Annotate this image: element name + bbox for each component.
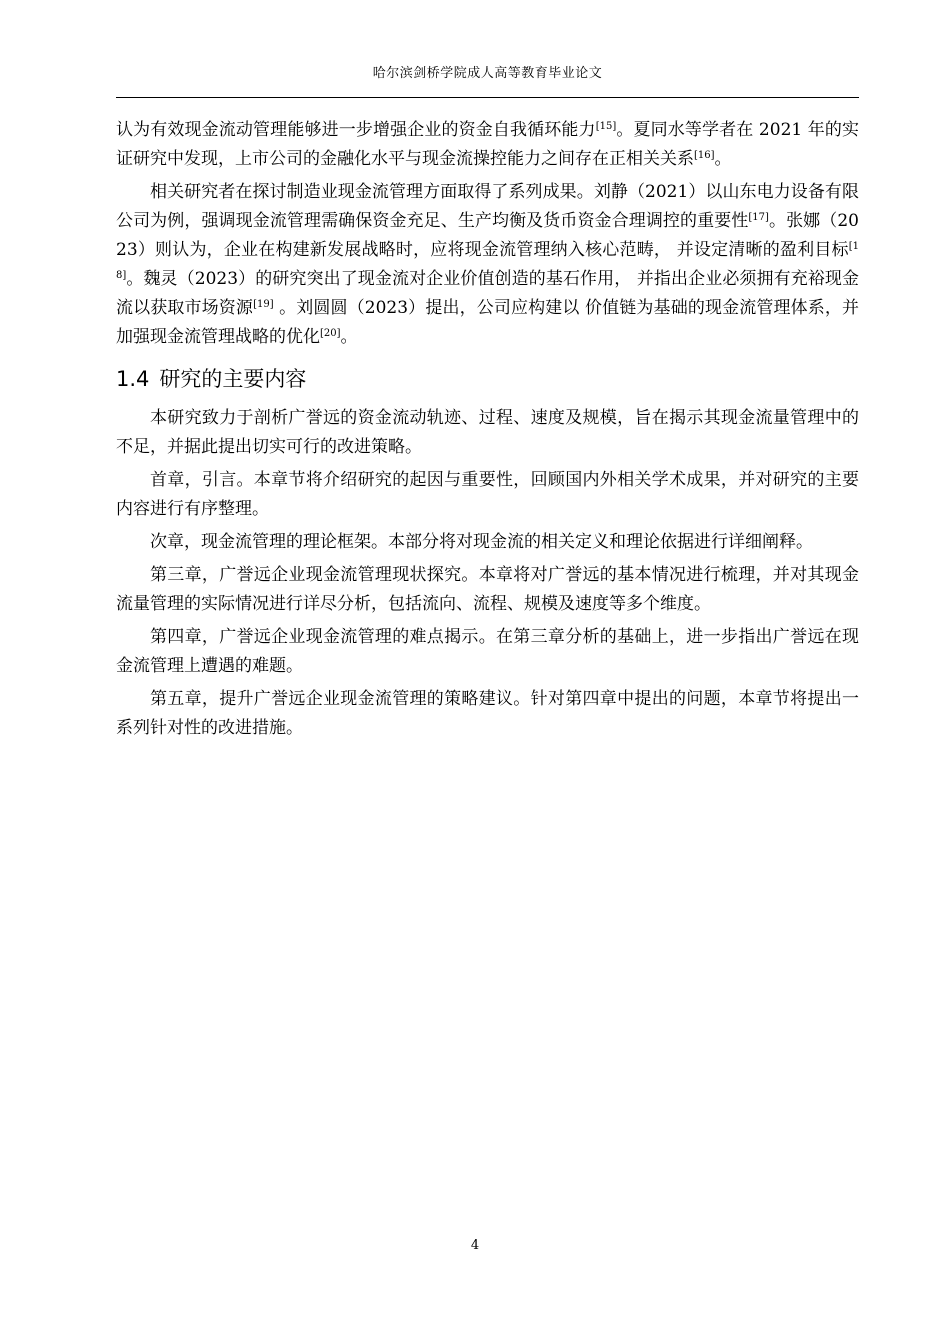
paragraph-text: 。魏灵（2023）的研究突出了现金流对企业价值创造的基石作用， 并指出企业必须拥有充裕现金流以获取市场资源	[116, 269, 859, 318]
section-heading	[116, 364, 859, 394]
citation-marker: [15]	[595, 121, 617, 132]
section-paragraph: 第三章，广誉远企业现金流管理现状探究。本章将对广誉远的基本情况进行梳理，并对其现金流量管理的实际情况进行详尽分析，包括流向、流程、规模及速度等多个维度。	[116, 565, 859, 614]
section-paragraph: 第四章，广誉远企业现金流管理的难点揭示。在第三章分析的基础上，进一步指出广誉远在现金流管理上遭遇的难题。	[116, 627, 859, 676]
paragraph-text: 。张娜（2023）则认为，企业在构建新发展战略时，应将现金流管理纳入核心范畴， 并设定清晰的盈利目标	[116, 211, 859, 260]
paragraph-text: 。	[714, 149, 732, 169]
section-number: 1.4	[116, 367, 150, 391]
paragraph-text: 。刘圆圆（2023）提出，公司应构建以 价值链为基础的现金流管理体系，并加强现金流管理战略的优化	[116, 298, 860, 347]
header-rule	[116, 97, 859, 98]
page-number: 4	[470, 1238, 480, 1253]
paragraph-text: 。	[340, 327, 358, 347]
section-paragraph: 首章，引言。本章节将介绍研究的起因与重要性，回顾国内外相关学术成果，并对研究的主要内容进行有序整理。	[116, 470, 859, 519]
page-body	[116, 116, 859, 747]
section-title: 研究的主要内容	[159, 367, 307, 391]
running-header: 哈尔滨剑桥学院成人高等教育毕业论文	[372, 66, 603, 81]
paragraph-text: 。夏同水等学者在 2021 年的实证研究中发现，上市公司的金融化水平与现金流操控能力之间存在正相关关系	[116, 120, 859, 169]
paragraph-text: 认为有效现金流动管理能够进一步增强企业的资金自我循环能力	[116, 120, 596, 140]
citation-marker: [17]	[748, 212, 769, 223]
paragraph-related-research	[116, 178, 859, 352]
paragraph-text: 相关研究者在探讨制造业现金流管理方面取得了系列成果。刘静（2021）以山东电力设备有限公司为例，强调现金流管理需确保资金充足、生产均衡及货币资金合理调控的重要性	[116, 182, 859, 231]
citation-marker: [20]	[320, 328, 341, 339]
paragraph-continued	[116, 116, 859, 174]
section-paragraph: 第五章，提升广誉远企业现金流管理的策略建议。针对第四章中提出的问题，本章节将提出一系列针对性的改进措施。	[116, 689, 859, 738]
citation-marker: [16]	[694, 150, 715, 161]
section-paragraph: 本研究致力于剖析广誉远的资金流动轨迹、过程、速度及规模，旨在揭示其现金流量管理中的不足，并据此提出切实可行的改进策略。	[116, 408, 859, 457]
section-paragraph: 次章，现金流管理的理论框架。本部分将对现金流的相关定义和理论依据进行详细阐释。	[150, 532, 813, 552]
citation-marker: [18]	[116, 241, 859, 281]
citation-marker: [19]	[253, 299, 274, 310]
